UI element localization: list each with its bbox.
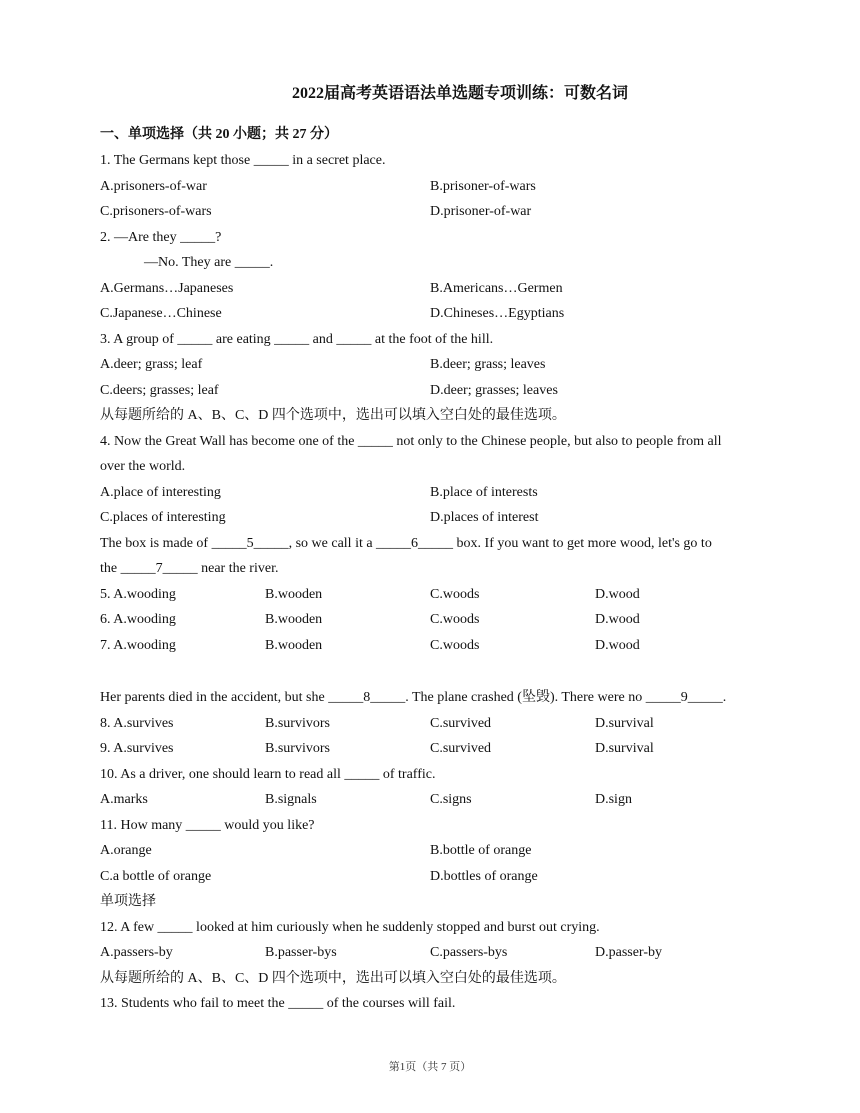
question-1-options (100, 174, 780, 200)
option-a: A.passers-by (100, 945, 173, 960)
question-2-options (100, 301, 780, 327)
question-11-options (100, 864, 780, 890)
question-12-stem: 12. A few _____ looked at him curiously when he suddenly stopped and burst out crying. (100, 919, 600, 935)
option-c: C.signs (430, 792, 472, 807)
option-b: B.wooden (265, 612, 323, 627)
question-3-stem: 3. A group of _____ are eating _____ and _____ at the foot of the hill. (100, 331, 494, 347)
option-d: D.survival (595, 715, 654, 731)
option-a: 7. A.wooding (100, 637, 176, 653)
option-c: C.a bottle of orange (100, 868, 212, 884)
option-b: B.prisoner-of-wars (430, 178, 536, 194)
question-4-options (100, 505, 780, 531)
option-b: B.bottle of orange (430, 843, 532, 858)
question-8-options (100, 711, 780, 737)
option-d: D.sign (595, 792, 632, 807)
question-13-stem: 13. Students who fail to meet the _____ of the courses will fail. (100, 996, 456, 1011)
instruction-text: 从每题所给的 A、B、C、D 四个选项中，选出可以填入空白处的最佳选项。 (100, 408, 566, 423)
option-a: A.orange (100, 843, 152, 858)
option-c: C.prisoners-of-wars (100, 204, 212, 219)
page-title: 2022届高考英语语法单选题专项训练：可数名词 (291, 85, 628, 102)
option-b: B.deer; grass; leaves (430, 357, 546, 372)
option-c: C.Japanese…Chinese (100, 306, 222, 321)
option-d: D.passer-by (595, 945, 662, 960)
option-c: C.places of interesting (100, 510, 226, 525)
option-b: B.wooden (265, 637, 323, 653)
option-c: C.deers; grasses; leaf (100, 382, 219, 398)
question-3-options (100, 352, 780, 378)
option-b: B.place of interests (430, 484, 538, 500)
option-a: 8. A.survives (100, 715, 174, 731)
question-3-options (100, 378, 780, 404)
passage-1-line-2: the _____7_____ near the river. (100, 561, 279, 576)
question-10-stem: 10. As a driver, one should learn to read all _____ of traffic. (100, 766, 436, 782)
option-a: A.Germans…Japaneses (100, 280, 234, 296)
option-d: D.wood (595, 637, 640, 653)
question-2-stem: 2. —Are they _____? (100, 229, 222, 245)
question-list (100, 122, 780, 1017)
option-b: B.wooden (265, 586, 323, 602)
option-c: C.passers-bys (430, 945, 508, 960)
option-b: B.survivors (265, 715, 330, 731)
option-d: D.survival (595, 741, 654, 756)
option-c: C.woods (430, 586, 480, 602)
option-d: D.bottles of orange (430, 868, 538, 884)
option-d: D.Chineses…Egyptians (430, 306, 565, 321)
option-b: B.survivors (265, 741, 330, 756)
question-4-stem-continued: over the world. (100, 459, 186, 474)
instruction-text: 单项选择 (100, 894, 156, 909)
question-11-stem: 11. How many _____ would you like? (100, 817, 315, 833)
question-5-options (100, 582, 780, 608)
passage-2: Her parents died in the accident, but she _____8_____. The plane crashed (坠毁). There were no _____9_____. (100, 690, 727, 705)
option-d: D.deer; grasses; leaves (430, 382, 558, 398)
option-c: C.woods (430, 637, 480, 653)
question-11-options (100, 838, 780, 864)
section-heading: 一、单项选择（共 20 小题；共 27 分） (100, 127, 338, 142)
question-4-options (100, 480, 780, 506)
question-4-stem: 4. Now the Great Wall has become one of the _____ not only to the Chinese people, but also to people from all (100, 433, 722, 449)
option-a: A.prisoners-of-war (100, 178, 207, 194)
option-c: C.woods (430, 612, 480, 627)
option-d: D.prisoner-of-war (430, 204, 532, 219)
option-a: A.marks (100, 792, 148, 807)
question-2-reply: —No. They are _____. (144, 255, 274, 270)
option-a: 6. A.wooding (100, 612, 176, 627)
question-1-stem: 1. The Germans kept those _____ in a secret place. (100, 153, 386, 168)
question-7-options (100, 633, 780, 659)
option-d: D.places of interest (430, 510, 539, 525)
option-a: 5. A.wooding (100, 586, 176, 602)
option-b: B.Americans…Germen (430, 280, 563, 296)
blank-spacer (100, 658, 780, 685)
question-10-options (100, 787, 780, 813)
option-a: A.deer; grass; leaf (100, 357, 203, 372)
option-b: B.passer-bys (265, 945, 337, 960)
question-9-options (100, 736, 780, 762)
passage-1-line-1: The box is made of _____5_____, so we call it a _____6_____ box. If you want to get more wood, let's go to (100, 535, 712, 551)
question-2-options (100, 276, 780, 302)
option-a: 9. A.survives (100, 741, 174, 756)
question-1-options (100, 199, 780, 225)
question-6-options (100, 607, 780, 633)
option-c: C.survived (430, 741, 492, 756)
question-12-options (100, 940, 780, 966)
option-a: A.place of interesting (100, 484, 221, 500)
option-b: B.signals (265, 792, 317, 807)
option-d: D.wood (595, 586, 640, 602)
option-c: C.survived (430, 715, 492, 731)
page-footer: 第1页（共 7 页） (388, 1061, 472, 1073)
option-d: D.wood (595, 612, 640, 627)
instruction-text: 从每题所给的 A、B、C、D 四个选项中，选出可以填入空白处的最佳选项。 (100, 970, 566, 986)
